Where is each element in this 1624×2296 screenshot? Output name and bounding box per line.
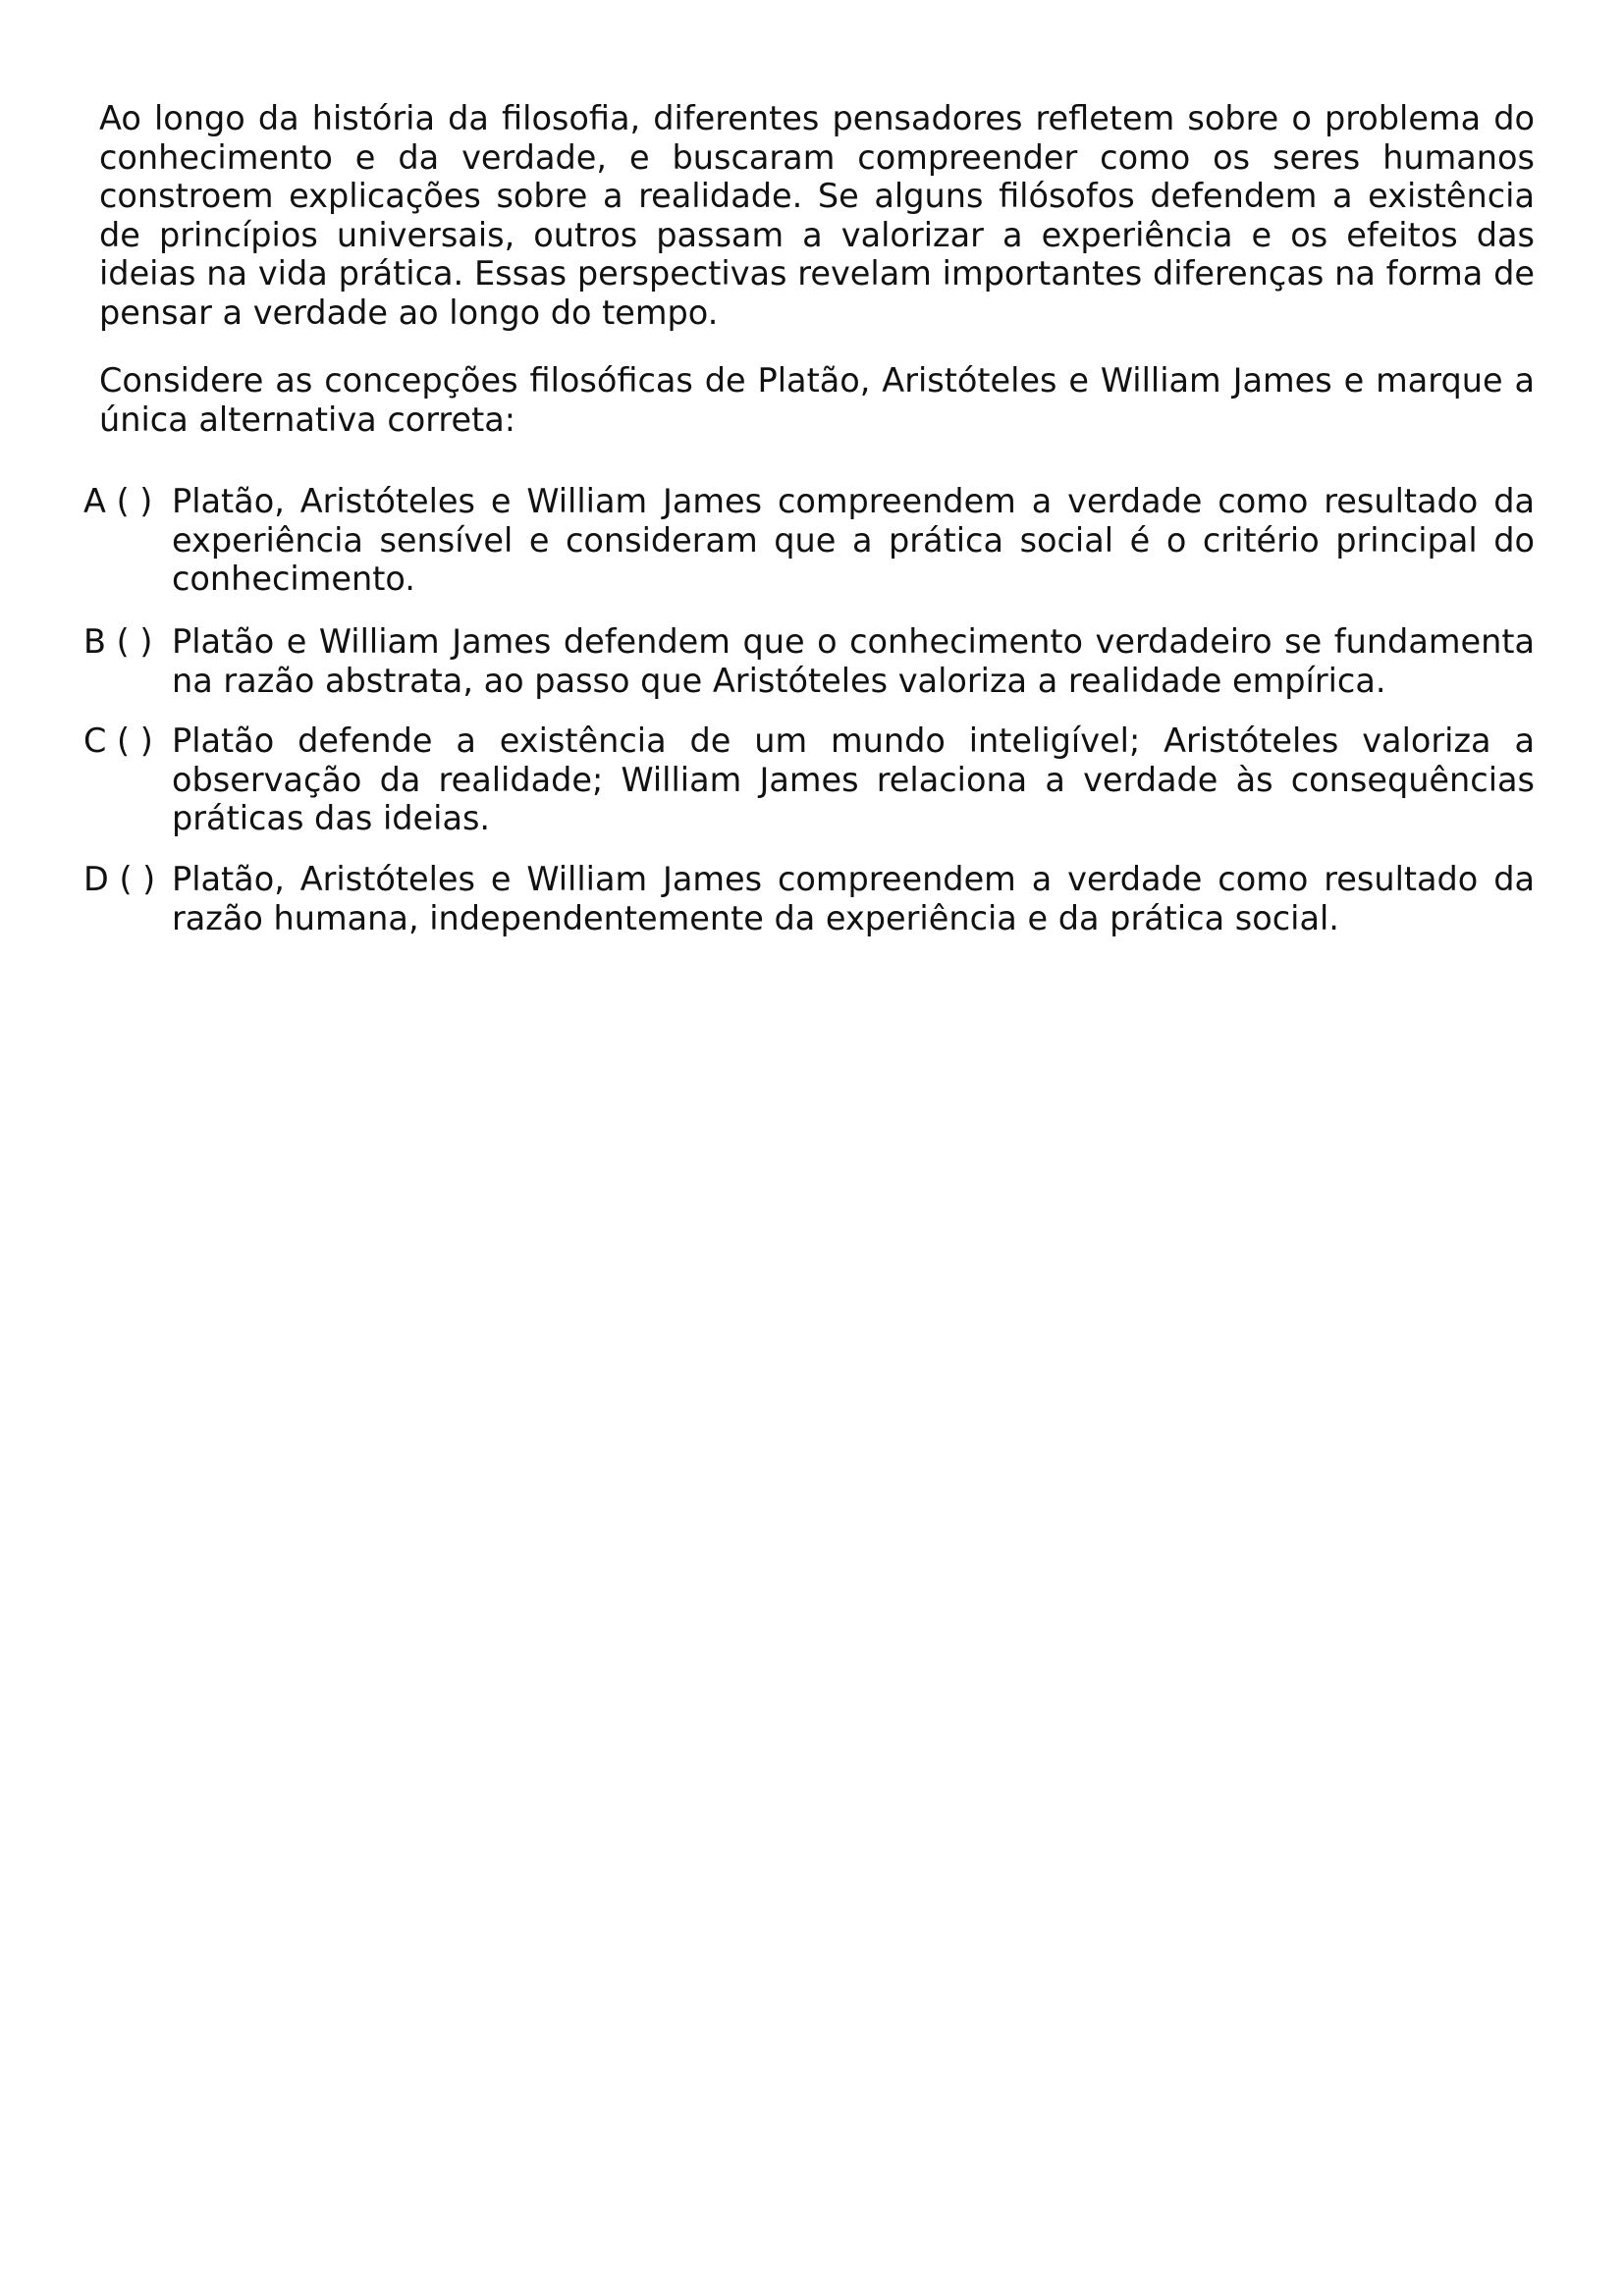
option-d[interactable] xyxy=(83,860,1535,937)
intro-paragraph: Ao longo da história da filosofia, diferentes pensadores refletem sobre o problema do conhecimento e da verdade, e buscaram compreender como os seres humanos constroem explicações sobre a realidade. Se alguns filósofos defendem a existência de princípios universais, outros passam a valorizar a experiência e os efeitos das ideias na vida prática. Essas perspectivas revelam importantes diferenças na forma de pensar a verdade ao longo do tempo. xyxy=(99,99,1535,332)
option-c-marker[interactable]: C ( ) xyxy=(83,721,153,760)
option-b-marker[interactable]: B ( ) xyxy=(83,622,153,661)
question-prompt: Considere as concepções filosóficas de Platão, Aristóteles e William James e marque a única alternativa correta: xyxy=(99,361,1535,439)
option-d-marker[interactable]: D ( ) xyxy=(83,860,156,898)
option-a-text: Platão, Aristóteles e William James compreendem a verdade como resultado da experiência sensível e consideram que a prática social é o critério principal do conhecimento. xyxy=(172,482,1535,598)
option-b-text: Platão e William James defendem que o conhecimento verdadeiro se fundamenta na razão abstrata, ao passo que Aristóteles valoriza a realidade empírica. xyxy=(172,622,1535,700)
option-c-text: Platão defende a existência de um mundo inteligível; Aristóteles valoriza a observação da realidade; William James relaciona a verdade às consequências práticas das ideias. xyxy=(172,721,1535,837)
option-a-marker[interactable]: A ( ) xyxy=(83,482,153,520)
option-c[interactable] xyxy=(83,721,1535,838)
option-b[interactable] xyxy=(83,622,1535,700)
option-d-text: Platão, Aristóteles e William James compreendem a verdade como resultado da razão humana, independentemente da experiência e da prática social. xyxy=(172,860,1535,937)
option-a[interactable] xyxy=(83,482,1535,599)
